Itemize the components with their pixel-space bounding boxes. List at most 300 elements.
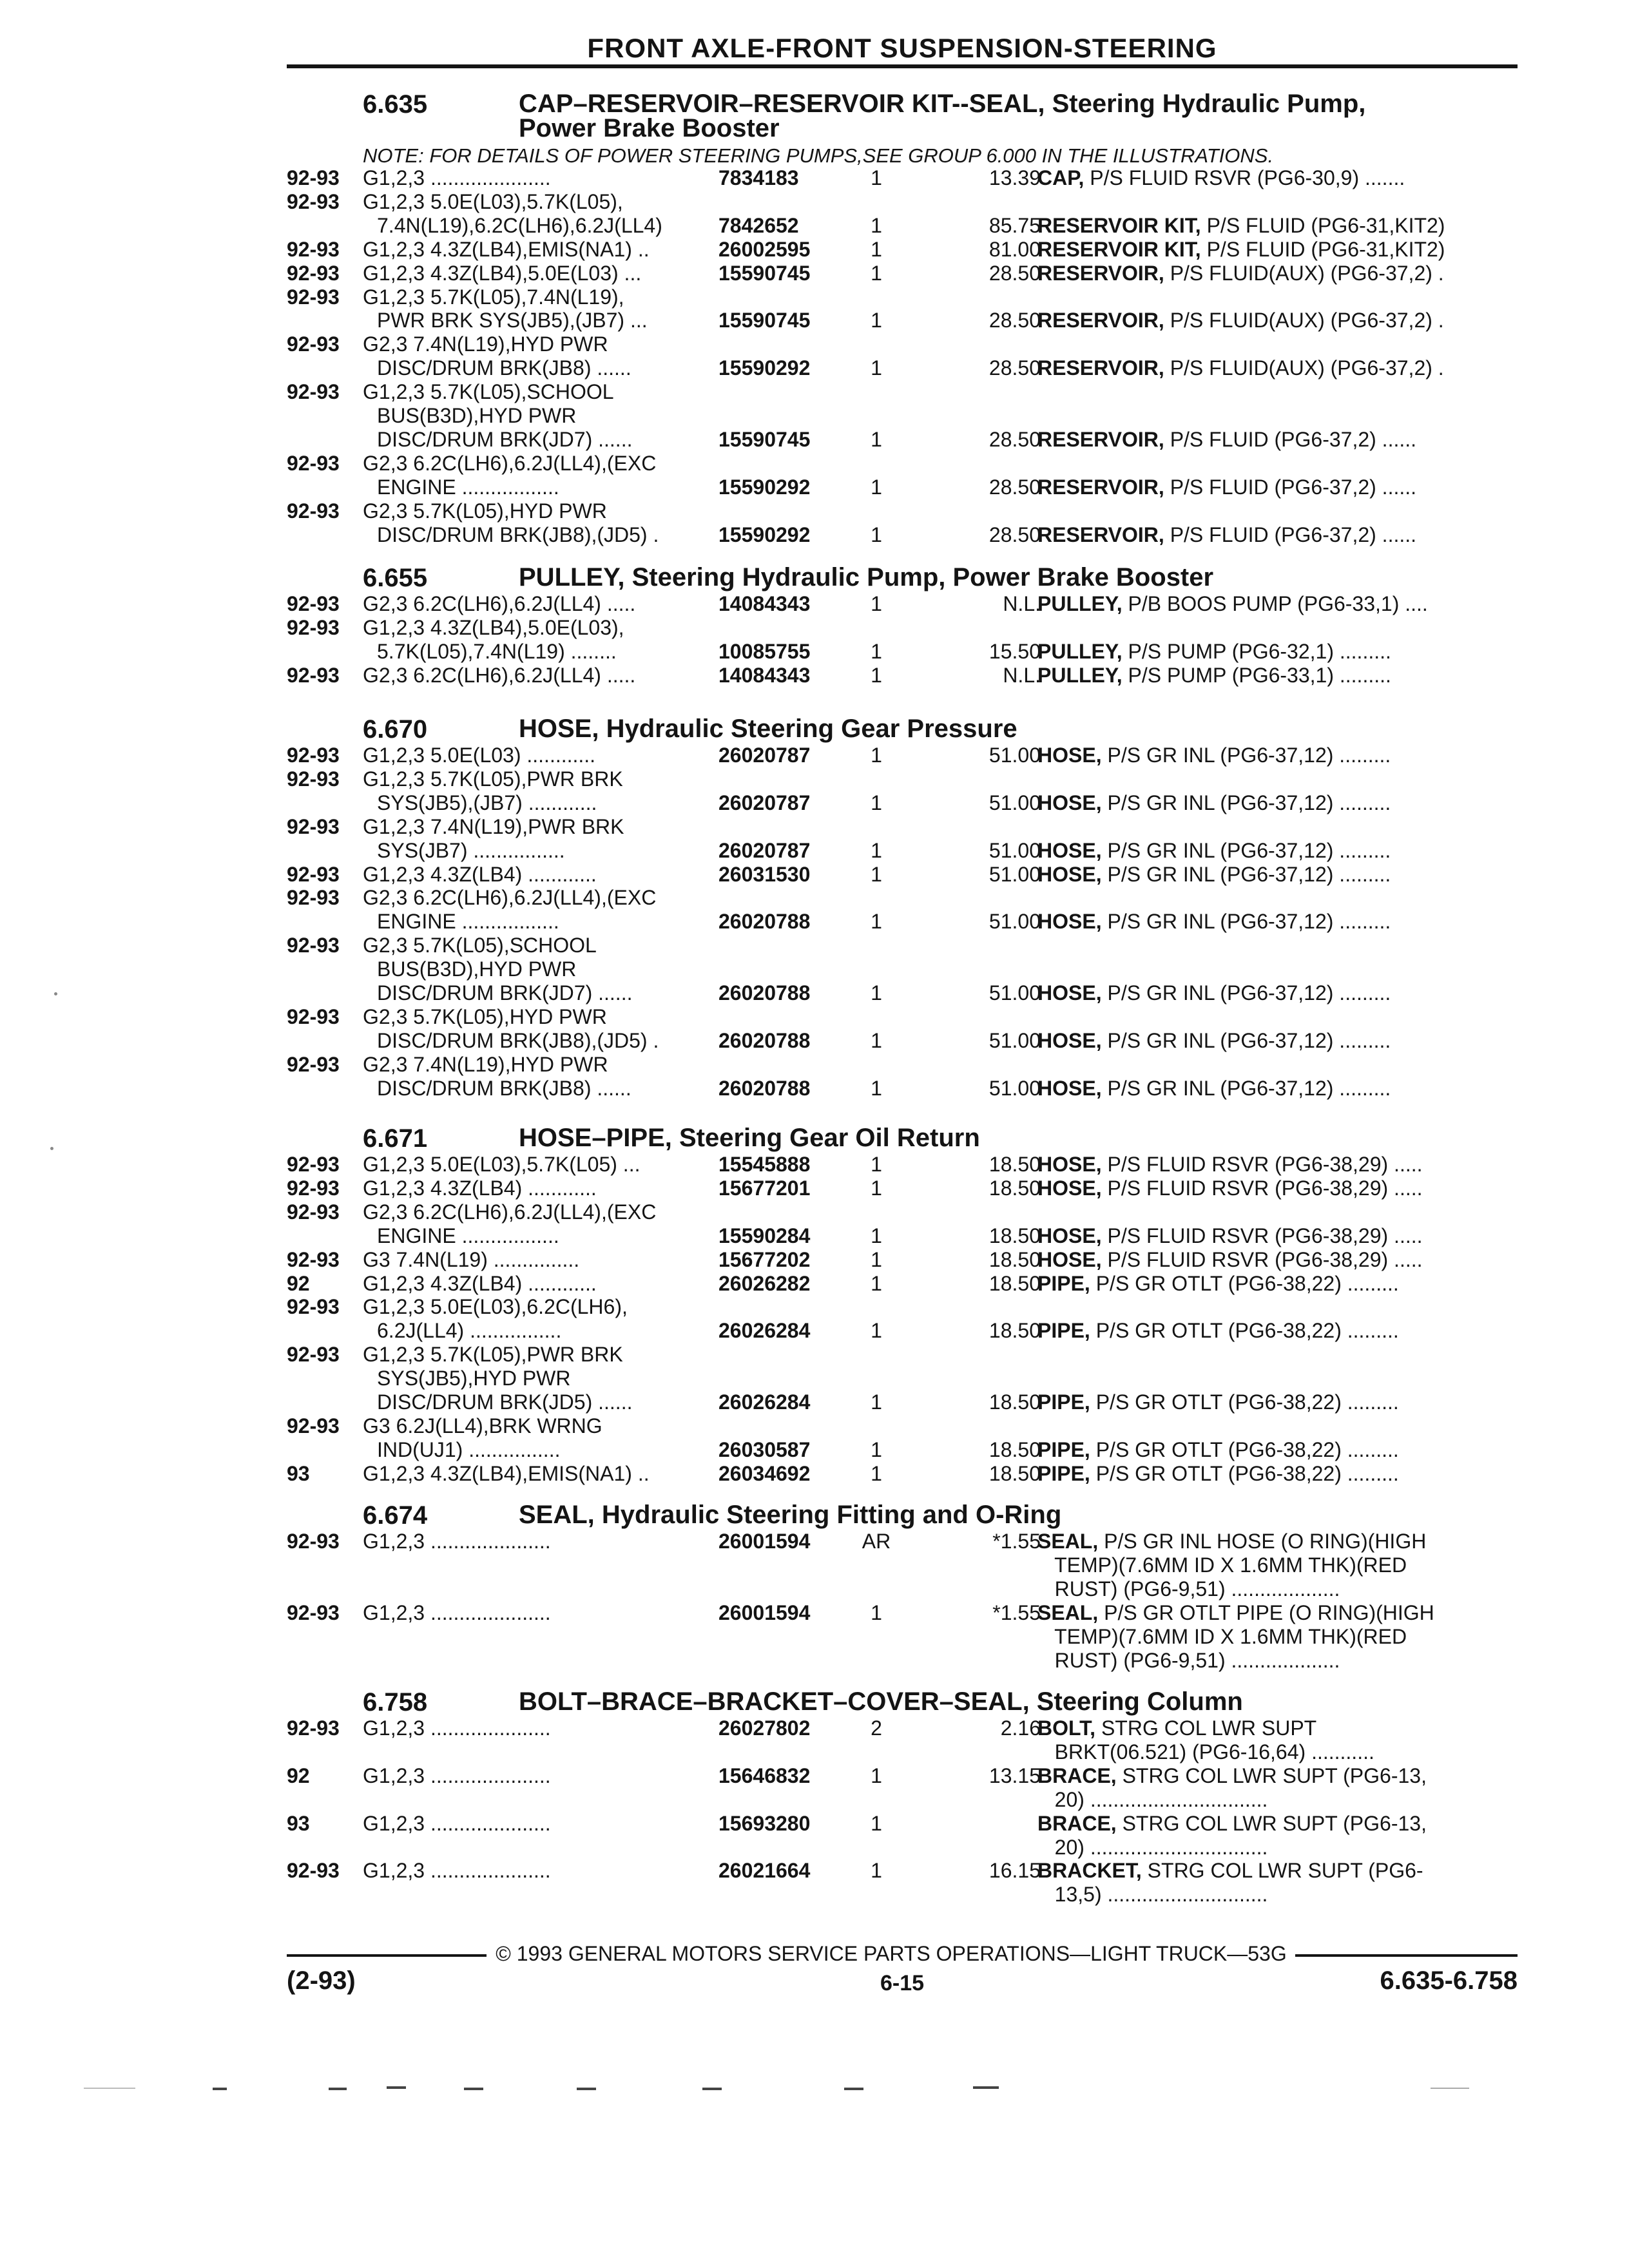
part-number: 26001594 <box>718 1530 811 1553</box>
description-text: P/S GR OTLT (PG6-38,22) ......... <box>1090 1319 1399 1343</box>
description-keyword: RESERVOIR, <box>1037 475 1164 499</box>
model-year: 92-93 <box>287 380 340 404</box>
application: G2,3 5.7K(L05),HYD PWR <box>363 499 607 523</box>
description-keyword: RESERVOIR, <box>1037 261 1164 285</box>
description-keyword: PIPE, <box>1037 1319 1090 1343</box>
price: 51.00 <box>988 862 1041 886</box>
part-number: 26020787 <box>718 744 811 767</box>
table-row <box>0 1883 1629 1906</box>
quantity: 1 <box>871 261 882 285</box>
page-header-title: FRONT AXLE-FRONT SUSPENSION-STEERING <box>587 33 1217 63</box>
model-year: 92-93 <box>287 615 340 639</box>
table-row <box>0 863 1629 886</box>
price: *1.55 <box>992 1600 1041 1624</box>
application: G2,3 6.2C(LH6),6.2J(LL4) ..... <box>363 663 636 687</box>
table-row <box>0 1153 1629 1176</box>
quantity: 1 <box>871 862 882 886</box>
price: 18.50 <box>988 1224 1041 1247</box>
application: 6.2J(LL4) ................ <box>377 1319 562 1343</box>
application: G1,2,3 ..................... <box>363 1530 551 1553</box>
application: PWR BRK SYS(JB5),(JB7) ... <box>377 309 648 332</box>
description-keyword: HOSE, <box>1037 981 1102 1004</box>
quantity: 1 <box>871 237 882 261</box>
description <box>1037 428 1416 451</box>
description <box>1037 1625 1407 1648</box>
description-keyword: HOSE, <box>1037 791 1102 814</box>
application: G1,2,3 5.7K(L05),SCHOOL <box>363 380 614 404</box>
description <box>1037 1153 1423 1176</box>
part-number: 14084343 <box>718 592 811 615</box>
part-number: 26034692 <box>718 1461 811 1485</box>
quantity: AR <box>862 1530 891 1553</box>
model-year: 92-93 <box>287 1004 340 1028</box>
table-row <box>0 452 1629 475</box>
part-number: 15590292 <box>718 523 811 546</box>
table-row <box>0 1577 1629 1600</box>
scan-artifacts <box>0 2081 1629 2107</box>
quantity: 1 <box>871 1461 882 1485</box>
model-year: 92-93 <box>287 814 340 838</box>
table-row <box>0 1319 1629 1342</box>
quantity: 1 <box>871 523 882 546</box>
application: ENGINE ................. <box>377 1224 559 1247</box>
table-row <box>0 1859 1629 1882</box>
description <box>1037 1601 1434 1624</box>
quantity: 1 <box>871 1076 882 1100</box>
application: BUS(B3D),HYD PWR <box>377 404 577 427</box>
price: 51.00 <box>988 1028 1041 1052</box>
table-row <box>0 1462 1629 1485</box>
table-row <box>0 404 1629 427</box>
quantity: 1 <box>871 1224 882 1247</box>
description-text: RUST) (PG6-9,51) ................... <box>1037 1648 1340 1672</box>
price: 51.00 <box>988 910 1041 934</box>
application: DISC/DRUM BRK(JB8),(JD5) . <box>377 523 659 546</box>
application: G1,2,3 4.3Z(LB4),EMIS(NA1) .. <box>363 237 650 261</box>
description-text: P/S FLUID (PG6-31,KIT2) <box>1200 213 1445 237</box>
description <box>1037 1272 1399 1295</box>
table-row <box>0 886 1629 909</box>
description-keyword: RESERVOIR, <box>1037 356 1164 380</box>
application: G1,2,3 ..................... <box>363 166 551 189</box>
table-row <box>0 428 1629 451</box>
table-row <box>0 592 1629 615</box>
model-year: 92-93 <box>287 237 340 261</box>
description <box>1037 166 1405 189</box>
model-year: 92-93 <box>287 1200 340 1224</box>
footer-rule-right <box>1295 1954 1518 1957</box>
description-text: P/S GR INL (PG6-37,12) ......... <box>1101 910 1391 934</box>
price: 28.50 <box>988 356 1041 380</box>
application: G1,2,3 5.7K(L05),7.4N(L19), <box>363 285 624 309</box>
description <box>1037 1716 1316 1740</box>
description-keyword: BRACKET, <box>1037 1859 1142 1883</box>
table-row <box>0 1005 1629 1028</box>
description <box>1037 1029 1391 1052</box>
section-number: 6.671 <box>363 1124 428 1153</box>
model-year: 92-93 <box>287 451 340 475</box>
table-row <box>0 166 1629 189</box>
description <box>1037 262 1444 285</box>
price: 2.16 <box>1000 1716 1041 1740</box>
description-text: BRKT(06.521) (PG6-16,64) ........... <box>1037 1740 1374 1763</box>
table-row <box>0 1601 1629 1624</box>
application: 5.7K(L05),7.4N(L19) ........ <box>377 639 617 663</box>
description-keyword: PULLEY, <box>1037 663 1123 687</box>
application: ENGINE ................. <box>377 910 559 934</box>
description-keyword: HOSE, <box>1037 862 1102 886</box>
description <box>1037 791 1391 814</box>
table-row <box>0 1295 1629 1318</box>
price: 85.75 <box>988 213 1041 237</box>
application: G2,3 5.7K(L05),HYD PWR <box>363 1004 607 1028</box>
part-number: 15693280 <box>718 1811 811 1835</box>
description-text: RUST) (PG6-9,51) ................... <box>1037 1577 1340 1600</box>
description <box>1037 839 1391 862</box>
quantity: 1 <box>871 1390 882 1414</box>
model-year: 92-93 <box>287 1052 340 1076</box>
quantity: 1 <box>871 1763 882 1787</box>
table-row <box>0 238 1629 261</box>
application: SYS(JB7) ................ <box>377 838 565 862</box>
table-row <box>0 309 1629 332</box>
table-row <box>0 1530 1629 1553</box>
table-row <box>0 957 1629 981</box>
table-row <box>0 934 1629 957</box>
price: 18.50 <box>988 1390 1041 1414</box>
table-row <box>0 1029 1629 1052</box>
description-text: P/S GR INL (PG6-37,12) ......... <box>1101 838 1391 862</box>
table-row <box>0 1077 1629 1100</box>
table-row <box>0 744 1629 767</box>
description-keyword: HOSE, <box>1037 1224 1102 1247</box>
description-text: P/S PUMP (PG6-32,1) ......... <box>1122 639 1391 663</box>
description-text: P/S FLUID(AUX) (PG6-37,2) . <box>1164 356 1444 380</box>
description-text: STRG COL LWR SUPT (PG6- <box>1141 1859 1423 1883</box>
price: 18.50 <box>988 1461 1041 1485</box>
price: 28.50 <box>988 475 1041 499</box>
description-text: P/S FLUID RSVR (PG6-38,29) ..... <box>1101 1247 1423 1271</box>
part-number: 15590745 <box>718 309 811 332</box>
description-keyword: PIPE, <box>1037 1271 1090 1295</box>
description <box>1037 1390 1399 1414</box>
price: 81.00 <box>988 237 1041 261</box>
description <box>1037 238 1445 261</box>
part-number: 15590284 <box>718 1224 811 1247</box>
description-text: TEMP)(7.6MM ID X 1.6MM THK)(RED <box>1037 1553 1407 1577</box>
description-keyword: RESERVOIR KIT, <box>1037 237 1201 261</box>
table-row <box>0 262 1629 285</box>
application: G1,2,3 5.0E(L03) ............ <box>363 744 596 767</box>
application: G1,2,3 4.3Z(LB4),EMIS(NA1) .. <box>363 1461 650 1485</box>
table-row <box>0 285 1629 309</box>
description-text: P/S FLUID RSVR (PG6-38,29) ..... <box>1101 1176 1423 1200</box>
description-keyword: BRACE, <box>1037 1763 1117 1787</box>
description <box>1037 1883 1268 1906</box>
description-keyword: PULLEY, <box>1037 639 1123 663</box>
description <box>1037 1859 1423 1882</box>
part-number: 26031530 <box>718 862 811 886</box>
part-number: 14084343 <box>718 663 811 687</box>
application: G1,2,3 4.3Z(LB4),5.0E(L03) ... <box>363 261 642 285</box>
application: IND(UJ1) ................ <box>377 1437 561 1461</box>
description-keyword: RESERVOIR, <box>1037 523 1164 546</box>
part-number: 26030587 <box>718 1437 811 1461</box>
table-row <box>0 640 1629 663</box>
quantity: 1 <box>871 213 882 237</box>
table-row <box>0 1224 1629 1247</box>
application: DISC/DRUM BRK(JD7) ...... <box>377 981 633 1004</box>
application: DISC/DRUM BRK(JB8),(JD5) . <box>377 1028 659 1052</box>
description-keyword: HOSE, <box>1037 910 1102 934</box>
quantity: 1 <box>871 1859 882 1883</box>
description-text: STRG COL LWR SUPT (PG6-13, <box>1116 1811 1427 1835</box>
table-row <box>0 1272 1629 1295</box>
description-text: 13,5) ............................ <box>1037 1883 1268 1907</box>
model-year: 92-93 <box>287 1343 340 1367</box>
price: N.L. <box>1003 663 1041 687</box>
application: G1,2,3 5.7K(L05),PWR BRK <box>363 1343 623 1367</box>
section-number: 6.635 <box>363 90 428 119</box>
table-row <box>0 1200 1629 1224</box>
description-keyword: HOSE, <box>1037 1176 1102 1200</box>
scan-dot <box>50 1147 53 1150</box>
model-year: 92-93 <box>287 261 340 285</box>
part-number: 26020787 <box>718 838 811 862</box>
price: 13.39 <box>988 166 1041 189</box>
description-text: STRG COL LWR SUPT (PG6-13, <box>1116 1763 1427 1787</box>
model-year: 92-93 <box>287 592 340 615</box>
description-keyword: RESERVOIR, <box>1037 309 1164 332</box>
description-text: P/S FLUID RSVR (PG6-38,29) ..... <box>1101 1224 1423 1247</box>
quantity: 1 <box>871 356 882 380</box>
quantity: 2 <box>871 1716 882 1740</box>
quantity: 1 <box>871 1176 882 1200</box>
description <box>1037 214 1445 237</box>
price: 28.50 <box>988 261 1041 285</box>
application: SYS(JB5),(JB7) ............ <box>377 791 597 814</box>
application: G2,3 5.7K(L05),SCHOOL <box>363 934 597 957</box>
table-row <box>0 1836 1629 1859</box>
model-year: 92-93 <box>287 744 340 767</box>
model-year: 92-93 <box>287 332 340 356</box>
description-text: P/S GR INL (PG6-37,12) ......... <box>1101 1076 1391 1100</box>
description-keyword: PIPE, <box>1037 1390 1090 1414</box>
table-row <box>0 1716 1629 1740</box>
description-keyword: PIPE, <box>1037 1461 1090 1485</box>
part-number: 26001594 <box>718 1600 811 1624</box>
description-keyword: PIPE, <box>1037 1437 1090 1461</box>
application: G1,2,3 5.0E(L03),5.7K(L05) ... <box>363 1153 641 1176</box>
price: 18.50 <box>988 1176 1041 1200</box>
application: G1,2,3 ..................... <box>363 1600 551 1624</box>
application: G1,2,3 ..................... <box>363 1716 551 1740</box>
table-row <box>0 1812 1629 1835</box>
table-row <box>0 1553 1629 1577</box>
section-title: Power Brake Booster <box>519 114 780 142</box>
model-year: 92 <box>287 1271 310 1295</box>
table-row <box>0 1414 1629 1437</box>
part-number: 7834183 <box>718 166 799 189</box>
price: 13.15 <box>988 1763 1041 1787</box>
application: G1,2,3 5.0E(L03),5.7K(L05), <box>363 189 623 213</box>
description-keyword: HOSE, <box>1037 1028 1102 1052</box>
table-row <box>0 190 1629 213</box>
description-text: P/S FLUID RSVR (PG6-30,9) ....... <box>1084 166 1405 189</box>
table-row <box>0 523 1629 546</box>
description <box>1037 1248 1423 1271</box>
description <box>1037 1530 1426 1553</box>
quantity: 1 <box>871 166 882 189</box>
table-row <box>0 476 1629 499</box>
table-row <box>0 1367 1629 1390</box>
model-year: 92-93 <box>287 499 340 523</box>
description-keyword: SEAL, <box>1037 1600 1099 1624</box>
application: DISC/DRUM BRK(JB8) ...... <box>377 356 631 380</box>
price: 51.00 <box>988 838 1041 862</box>
model-year: 92-93 <box>287 1600 340 1624</box>
description <box>1037 981 1391 1004</box>
price: 51.00 <box>988 981 1041 1004</box>
description-keyword: BOLT, <box>1037 1716 1096 1740</box>
model-year: 92-93 <box>287 1176 340 1200</box>
description-text: P/S GR OTLT (PG6-38,22) ......... <box>1090 1461 1399 1485</box>
description-text: P/S GR INL (PG6-37,12) ......... <box>1101 1028 1391 1052</box>
description-text: STRG COL LWR SUPT <box>1095 1716 1317 1740</box>
section-number: 6.674 <box>363 1501 428 1530</box>
application: 7.4N(L19),6.2C(LH6),6.2J(LL4) <box>377 213 662 237</box>
application: DISC/DRUM BRK(JD7) ...... <box>377 427 633 451</box>
part-number: 26020788 <box>718 1028 811 1052</box>
description <box>1037 863 1391 886</box>
part-number: 7842652 <box>718 213 799 237</box>
part-number: 15545888 <box>718 1153 811 1176</box>
description <box>1037 592 1428 615</box>
application: G3 6.2J(LL4),BRK WRNG <box>363 1414 602 1437</box>
table-row <box>0 356 1629 380</box>
application: G1,2,3 4.3Z(LB4),5.0E(L03), <box>363 615 624 639</box>
price: 28.50 <box>988 523 1041 546</box>
description-text: P/S GR OTLT (PG6-38,22) ......... <box>1090 1437 1399 1461</box>
table-row <box>0 1764 1629 1787</box>
application: G1,2,3 5.0E(L03),6.2C(LH6), <box>363 1295 628 1319</box>
part-number: 15590292 <box>718 475 811 499</box>
description <box>1037 1577 1340 1600</box>
footer-date-code: (2-93) <box>287 1966 356 1995</box>
description <box>1037 1224 1423 1247</box>
price: 51.00 <box>988 744 1041 767</box>
quantity: 1 <box>871 791 882 814</box>
description-text: 20) ............................... <box>1037 1835 1268 1859</box>
price: *1.55 <box>992 1530 1041 1553</box>
description-text: 20) ............................... <box>1037 1787 1268 1811</box>
application: BUS(B3D),HYD PWR <box>377 957 577 981</box>
table-row <box>0 981 1629 1004</box>
price: 51.00 <box>988 791 1041 814</box>
quantity: 1 <box>871 1811 882 1835</box>
part-number: 15590292 <box>718 356 811 380</box>
table-row <box>0 1390 1629 1414</box>
description-text: P/S FLUID (PG6-37,2) ...... <box>1164 523 1417 546</box>
price: 18.50 <box>988 1319 1041 1343</box>
application: G1,2,3 4.3Z(LB4) ............ <box>363 1176 597 1200</box>
application: G3 7.4N(L19) ............... <box>363 1247 580 1271</box>
quantity: 1 <box>871 309 882 332</box>
description-text: P/S FLUID (PG6-31,KIT2) <box>1200 237 1445 261</box>
description <box>1037 1319 1399 1342</box>
description-text: P/S GR INL HOSE (O RING)(HIGH <box>1098 1530 1427 1553</box>
quantity: 1 <box>871 838 882 862</box>
application: G1,2,3 ..................... <box>363 1811 551 1835</box>
table-row <box>0 1788 1629 1811</box>
description-text: P/S GR INL (PG6-37,12) ......... <box>1101 744 1391 767</box>
table-row <box>0 1053 1629 1076</box>
description-keyword: HOSE, <box>1037 1153 1102 1176</box>
description-text: P/S FLUID (PG6-37,2) ...... <box>1164 475 1417 499</box>
description <box>1037 640 1391 663</box>
quantity: 1 <box>871 1600 882 1624</box>
description <box>1037 356 1444 380</box>
description <box>1037 1740 1374 1763</box>
part-number: 26026282 <box>718 1271 811 1295</box>
part-number: 26026284 <box>718 1319 811 1343</box>
model-year: 92-93 <box>287 1859 340 1883</box>
application: G2,3 7.4N(L19),HYD PWR <box>363 1052 608 1076</box>
model-year: 92-93 <box>287 767 340 791</box>
part-number: 15590745 <box>718 261 811 285</box>
quantity: 1 <box>871 1271 882 1295</box>
price: 18.50 <box>988 1271 1041 1295</box>
table-row <box>0 1625 1629 1648</box>
price: 15.50 <box>988 639 1041 663</box>
price: 18.50 <box>988 1153 1041 1176</box>
application: DISC/DRUM BRK(JB8) ...... <box>377 1076 631 1100</box>
footer-copyright: © 1993 GENERAL MOTORS SERVICE PARTS OPERATIONS—LIGHT TRUCK—53G <box>496 1942 1287 1965</box>
section-title: HOSE–PIPE, Steering Gear Oil Return <box>519 1124 980 1152</box>
model-year: 92-93 <box>287 1247 340 1271</box>
application: G1,2,3 ..................... <box>363 1763 551 1787</box>
description <box>1037 1177 1423 1200</box>
application: G2,3 6.2C(LH6),6.2J(LL4) ..... <box>363 592 636 615</box>
description <box>1037 910 1391 933</box>
description <box>1037 1836 1268 1859</box>
part-number: 26021664 <box>718 1859 811 1883</box>
description <box>1037 1812 1427 1835</box>
part-number: 26027802 <box>718 1716 811 1740</box>
application: SYS(JB5),HYD PWR <box>377 1367 571 1390</box>
description-keyword: RESERVOIR, <box>1037 427 1164 451</box>
price: N.L. <box>1003 592 1041 615</box>
application: G1,2,3 7.4N(L19),PWR BRK <box>363 814 624 838</box>
table-row <box>0 1649 1629 1672</box>
description <box>1037 1438 1399 1461</box>
table-row <box>0 664 1629 687</box>
application: ENGINE ................. <box>377 475 559 499</box>
part-number: 26020788 <box>718 1076 811 1100</box>
description <box>1037 1462 1399 1485</box>
description <box>1037 1764 1427 1787</box>
description-keyword: SEAL, <box>1037 1530 1099 1553</box>
table-row <box>0 791 1629 814</box>
application: G1,2,3 5.7K(L05),PWR BRK <box>363 767 623 791</box>
quantity: 1 <box>871 910 882 934</box>
description-keyword: BRACE, <box>1037 1811 1117 1835</box>
table-row <box>0 1177 1629 1200</box>
model-year: 92 <box>287 1763 310 1787</box>
table-row <box>0 839 1629 862</box>
price: 28.50 <box>988 427 1041 451</box>
quantity: 1 <box>871 1153 882 1176</box>
